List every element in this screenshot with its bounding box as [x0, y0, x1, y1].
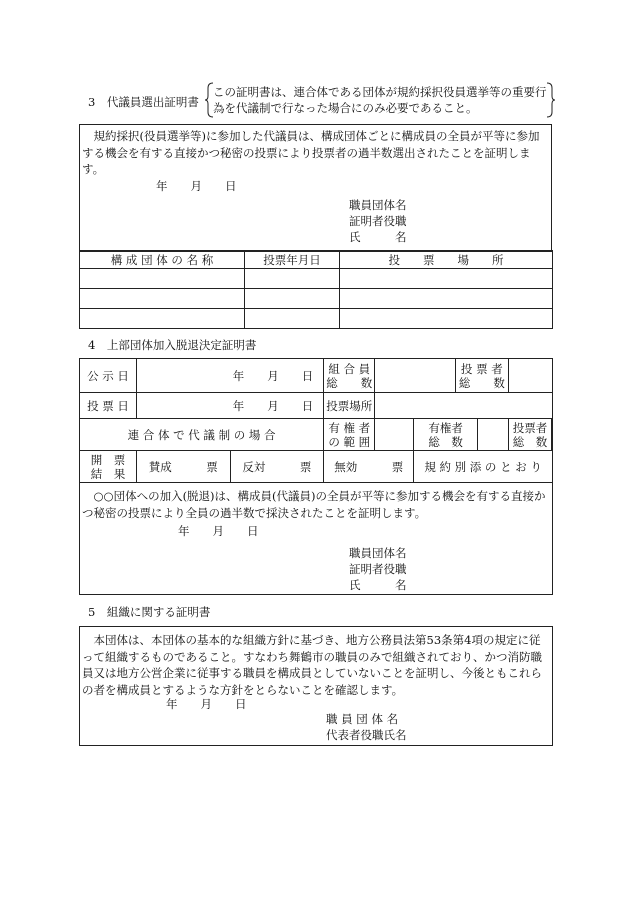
table-row	[80, 359, 553, 393]
voters-total-value	[508, 359, 552, 393]
announce-date-value: 年 月 日	[137, 359, 324, 393]
section-3-date: 年 月 日	[156, 179, 237, 193]
section-4-heading: 4 上部団体加入脱退決定証明書	[88, 338, 257, 352]
votes-invalid: 無効 票	[324, 451, 414, 483]
voters-total-label: 投 票 者 総 数	[455, 359, 508, 393]
vote-date-value: 年 月 日	[137, 393, 324, 419]
section-4-signature-org: 職員団体名	[349, 546, 407, 560]
section-5-signature-rep: 代表者役職氏名	[326, 728, 407, 742]
section-5-date: 年 月 日	[166, 697, 247, 711]
section-4-body: ○○団体への加入(脱退)は、構成員(代議員)の全員が平等に参加する機会を有する直接かつ秘密の投票により全員の過半数で採決されたことを証明します。	[82, 489, 546, 520]
votes-for: 賛成 票	[137, 451, 231, 483]
column-vote-place: 投 票 場 所	[340, 251, 553, 269]
table-row	[80, 269, 553, 289]
section-5-heading: 5 組織に関する証明書	[88, 605, 211, 619]
members-total-label: 組 合 員 総 数	[324, 359, 375, 393]
section-3-table	[79, 250, 553, 329]
votes-against: 反対 票	[230, 451, 324, 483]
note-line-2: 為を代議制で行なった場合にのみ必要であること。	[213, 101, 478, 115]
table-row	[80, 393, 553, 419]
table-row	[80, 289, 553, 309]
announce-date-label: 公 示 日	[80, 359, 137, 393]
column-vote-date: 投票年月日	[245, 251, 340, 269]
section-3-signature-role: 証明者役職	[349, 214, 407, 228]
eligible-total-value	[477, 419, 508, 451]
section-4-date: 年 月 日	[178, 524, 259, 538]
vote-place-label: 投票場所	[324, 393, 375, 419]
section-3-body: 規約採択(役員選挙等)に参加した代議員は、構成団体ごとに構成員の全員が平等に参加する機会を有する直接かつ秘密の投票により投票者の過半数選出されたことを証明します。	[82, 129, 540, 176]
eligible-scope-label: 有 権 者 の 範 囲	[324, 419, 375, 451]
section-4-signature-role: 証明者役職	[349, 562, 407, 576]
per-attached-rules: 規 約 別 添 の と お り	[414, 451, 553, 483]
eligible-scope-value	[375, 419, 414, 451]
column-org-name: 構 成 団 体 の 名 称	[80, 251, 245, 269]
vote-place-value	[375, 393, 553, 419]
section-3-signature-name: 氏 名	[349, 230, 407, 244]
section-3-heading: 3 代議員選出証明書	[88, 95, 199, 109]
section-4-table	[79, 358, 553, 483]
voters-total-2-value	[551, 419, 552, 451]
table-header-row	[80, 251, 553, 269]
voters-total-2-label: 投票者 総 数	[508, 419, 551, 451]
note-line-1: この証明書は、連合体である団体が規約採択役員選挙等の重要行	[213, 85, 547, 99]
eligible-total-label: 有権者 総 数	[414, 419, 478, 451]
delegate-system-label: 連 合 体 で 代 議 制 の 場 合	[80, 419, 324, 451]
table-row	[80, 451, 553, 483]
section-5-signature-org: 職 員 団 体 名	[326, 712, 399, 726]
vote-date-label: 投 票 日	[80, 393, 137, 419]
section-5-body: 本団体は、本団体の基本的な組織方針に基づき、地方公務員法第53条第4項の規定に従って組織するものであること。すなわち舞鶴市の職員のみで組織されており、かつ消防職員又は地方公営企業に従事する職員を構成員としていないことを証明し、今後ともこれらの者を構成員とするような方針をとらないことを確認します。	[82, 633, 542, 697]
table-row	[80, 419, 553, 451]
section-3-signature-org: 職員団体名	[349, 198, 407, 212]
table-row	[80, 309, 553, 329]
count-result-label: 開 票 結 果	[80, 451, 137, 483]
members-total-value	[375, 359, 455, 393]
section-4-signature-name: 氏 名	[349, 578, 407, 592]
